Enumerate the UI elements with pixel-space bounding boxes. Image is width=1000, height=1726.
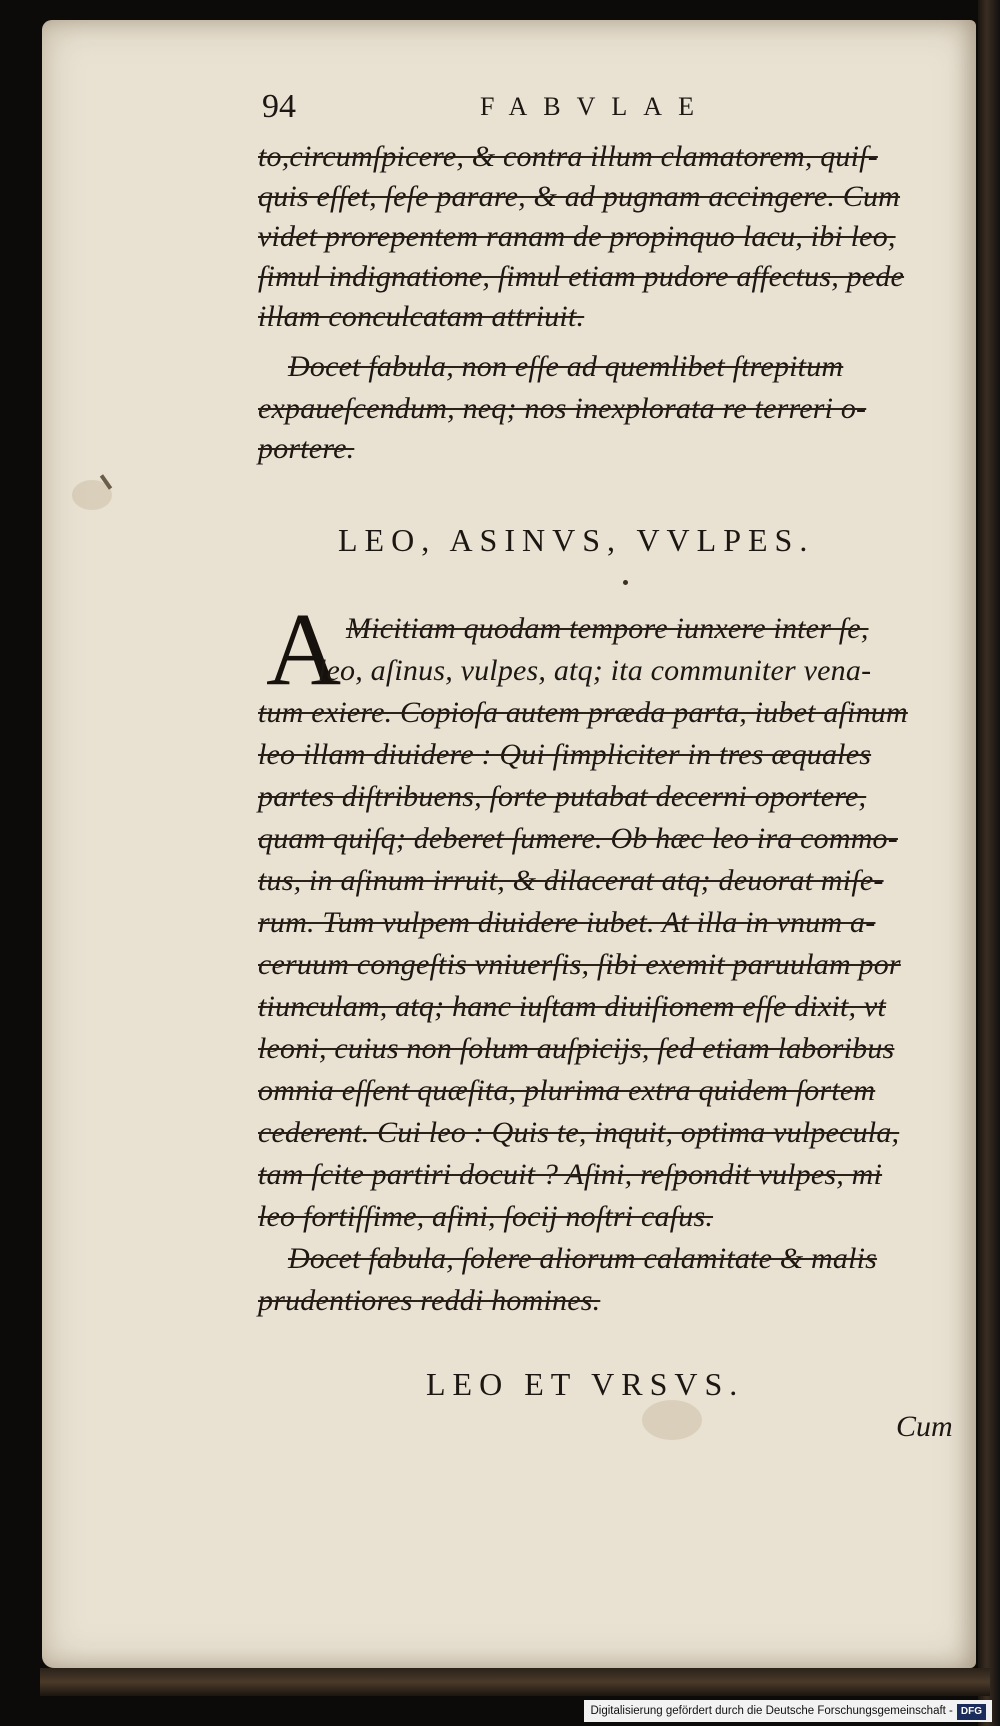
text-line: tus, in aſinum irruit, & dilacerat atq; deuorat miſe- (258, 864, 884, 897)
text-line: videt prorepentem ranam de propinquo lacu, ibi leo, (258, 220, 896, 253)
text-line: quis eſſet, ſeſe parare, & ad pugnam accingere. Cum (258, 180, 901, 213)
text-line: leo fortiſſime, aſini, ſocij noſtri caſus. (258, 1200, 714, 1233)
book-edge (978, 0, 1000, 1726)
text-line: leoni, cuius non ſolum auſpicijs, ſed etiam laboribus (258, 1032, 895, 1065)
text-line: ceruum congeſtis vniuerſis, ſibi exemit paruulam por (258, 948, 901, 981)
ink-dot (623, 580, 628, 585)
text-line: cederent. Cui leo : Quis te, inquit, optima vulpecula, (258, 1116, 900, 1149)
fable3-title: LEO ET VRSVS. (426, 1366, 745, 1402)
text-line: partes diſtribuens, ſorte putabat decerni oportere, (258, 780, 867, 813)
book-edge-bottom (40, 1668, 990, 1696)
text-line: omnia eſſent quæſita, plurima extra quidem ſortem (258, 1074, 876, 1107)
page-number: 94 (262, 88, 296, 125)
moral-line: Docet fabula, non eſſe ad quemlibet ſtrepitum (288, 350, 844, 383)
credit-text: Digitalisierung gefördert durch die Deutsche Forschungsgemeinschaft - (590, 1705, 953, 1717)
text-line: leo illam diuidere : Qui ſimpliciter in tres æquales (258, 738, 872, 771)
moral-line: Docet fabula, ſolere aliorum calamitate & malis (288, 1242, 878, 1275)
text-line: illam conculcatam attriuit. (258, 300, 585, 333)
moral-line: portere. (258, 432, 355, 465)
text-line: leo, aſinus, vulpes, atq; ita communiter vena- (318, 654, 872, 687)
text-line: rum. Tum vulpem diuidere iubet. At illa in vnum a- (258, 906, 876, 939)
text-line: ſimul indignatione, ſimul etiam pudore affectus, pede (258, 260, 905, 293)
text-line: to,circumſpicere, & contra illum clamatorem, quiſ- (258, 140, 878, 173)
paper-stain (642, 1400, 702, 1440)
page-header (262, 88, 962, 128)
dfg-logo: DFG (957, 1704, 986, 1720)
text-line: tam ſcite partiri docuit ? Aſini, reſpondit vulpes, mi (258, 1158, 883, 1191)
text-line: quam quiſq; deberet ſumere. Ob hæc leo ira commo- (258, 822, 898, 855)
fable2-title: LEO, ASINVS, VVLPES. (338, 522, 815, 558)
text-line: tiunculam, atq; hanc iuſtam diuiſionem eſſe dixit, vt (258, 990, 886, 1023)
drop-cap: A (266, 592, 342, 707)
text-line: tum exiere. Copioſa autem præda parta, iubet aſinum (258, 696, 908, 729)
running-title: FABVLAE (480, 92, 710, 121)
digitization-credit (584, 1700, 992, 1722)
moral-line: prudentiores reddi homines. (258, 1284, 601, 1317)
moral-line: expaueſcendum, neq; nos inexplorata re terreri o- (258, 392, 867, 425)
text-line: Micitiam quodam tempore iunxere inter ſe, (346, 612, 869, 645)
catchword: Cum (896, 1410, 953, 1443)
